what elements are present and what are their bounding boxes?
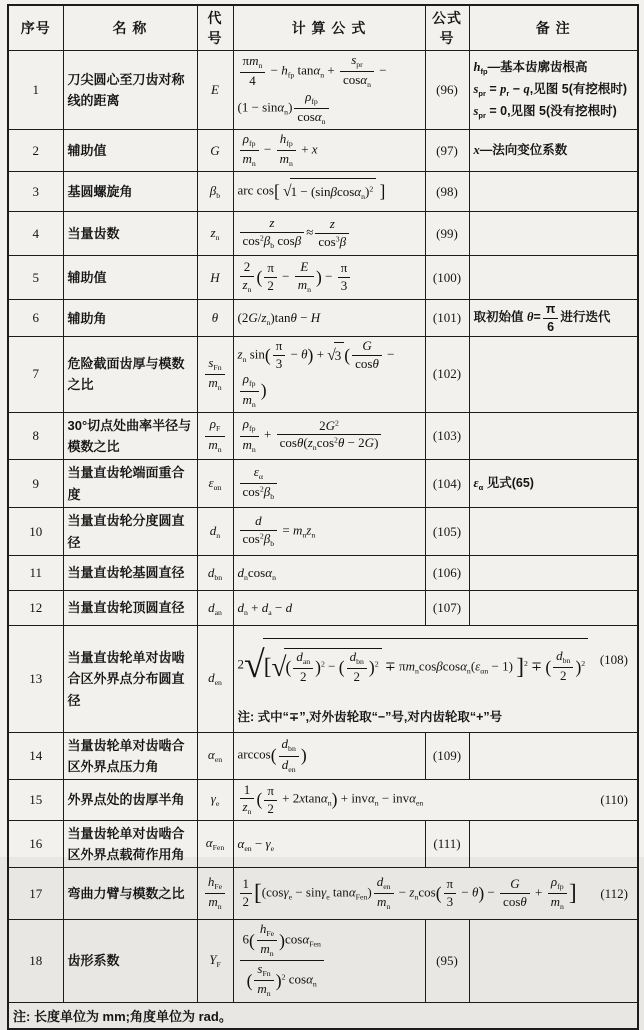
- formula-row-18: [8, 920, 638, 1002]
- formula-cell: 6( $h_{Fe}$ $m_n$ )cosα$_{Fen}$ ( $s_{Fn}$ $m_n$ )$^2$ cosα$_n$: [233, 920, 425, 1002]
- formula-row-17: [8, 868, 638, 920]
- formula-cell: $d_n\cos\alpha_n$: [233, 556, 425, 591]
- remark-cell: [469, 212, 638, 256]
- name-cell: 当量直齿轮顶圆直径: [63, 591, 197, 626]
- formula-row-4: [8, 212, 638, 256]
- serial-cell: 17: [8, 868, 63, 920]
- formula-cell: $\frac{\varepsilon_\alpha}{\cos^2\beta_b}$: [233, 460, 425, 508]
- name-cell: 辅助值: [63, 130, 197, 172]
- serial-cell: 2: [8, 130, 63, 172]
- formula-cell: $\frac{d}{\cos^2\beta_b}$ = $m_nz_n$: [233, 508, 425, 556]
- serial-cell: 14: [8, 732, 63, 780]
- name-cell: 齿形系数: [63, 920, 197, 1002]
- formula-row-8: [8, 412, 638, 460]
- serial-cell: 15: [8, 780, 63, 820]
- serial-cell: 7: [8, 337, 63, 412]
- col-header-formula-number: 公式号: [425, 5, 469, 51]
- formula-row-3: [8, 172, 638, 212]
- formula-number-cell: (105): [425, 508, 469, 556]
- formula-cell: $\frac{1}{2}$ [(cosγ$_e$ − sinγ$_e$ tanα$_{Fen}$) $d_{en}$ $m_n$ − $z_n\cos$( $\frac{\pi}{3}$ − θ) − $\frac{G}{\cos\theta}$ + $\rho_{fp}$ $m_n$ ] (112): [233, 868, 638, 920]
- symbol-cell: $\beta_b$: [197, 172, 233, 212]
- serial-cell: 11: [8, 556, 63, 591]
- symbol-cell: $d_{bn}$: [197, 556, 233, 591]
- formula-cell: $\frac{2}{z_n}$ ( $\frac{\pi}{2}$ − $\frac{E}{m_n}$ ) − $\frac{\pi}{3}$: [233, 256, 425, 300]
- formula-row-16: [8, 820, 638, 868]
- name-cell: 辅助角: [63, 300, 197, 337]
- serial-cell: 1: [8, 51, 63, 130]
- formula-number-cell: (96): [425, 51, 469, 130]
- table-footer-row: [8, 1002, 638, 1029]
- formula-number-cell: (99): [425, 212, 469, 256]
- name-cell: 当量齿轮单对齿啮合区外界点载荷作用角: [63, 820, 197, 868]
- serial-cell: 13: [8, 626, 63, 732]
- formula-row-12: [8, 591, 638, 626]
- name-cell: 当量直齿轮端面重合度: [63, 460, 197, 508]
- formula-number-cell: (104): [425, 460, 469, 508]
- remark-cell: [469, 820, 638, 868]
- formula-cell: $\rho_{fp}$ $m_n$ + $\frac{2G^2}{\cos\theta(z_n\cos^2\theta - 2G)}$: [233, 412, 425, 460]
- remark-cell: $\varepsilon_\alpha$ 见式(65): [469, 460, 638, 508]
- formula-cell: $d_n + d_a - d$: [233, 591, 425, 626]
- remark-cell: [469, 920, 638, 1002]
- serial-cell: 16: [8, 820, 63, 868]
- remark-cell: [469, 412, 638, 460]
- formula-number-cell: (100): [425, 256, 469, 300]
- symbol-cell: G: [197, 130, 233, 172]
- serial-cell: 8: [8, 412, 63, 460]
- symbol-cell: $\alpha_{en}$: [197, 732, 233, 780]
- formula-row-13: [8, 626, 638, 732]
- formula-row-5: [8, 256, 638, 300]
- symbol-cell: $\gamma_e$: [197, 780, 233, 820]
- symbol-cell: $Y_F$: [197, 920, 233, 1002]
- formula-number-cell: (102): [425, 337, 469, 412]
- formula-number-cell: (109): [425, 732, 469, 780]
- formula-number-cell: (98): [425, 172, 469, 212]
- col-header-remark: 备 注: [469, 5, 638, 51]
- gear-tooth-form-factor-table: [7, 4, 639, 1030]
- remark-cell: [469, 591, 638, 626]
- formula-cell: $(2G/z_n)\tan\theta - H$: [233, 300, 425, 337]
- formula-cell: $\pi m_n$ 4 − $h_{fp}$ tanα$_n$ + $s_{pr}$ cosα$_n$ − (1 − sinα$_n$) $\rho_{fp}$ cosα$_n$: [233, 51, 425, 130]
- col-header-symbol: 代号: [197, 5, 233, 51]
- formula-row-10: [8, 508, 638, 556]
- remark-cell: [469, 508, 638, 556]
- serial-cell: 9: [8, 460, 63, 508]
- formula-cell: $\frac{1}{z_n}$ ( $\frac{\pi}{2}$ + 2xtanα$_n$) + invα$_n$ − invα$_{en}$ (110): [233, 780, 638, 820]
- col-header-name: 名 称: [63, 5, 197, 51]
- formula-number: (112): [600, 885, 628, 901]
- remark-cell: x—法向变位系数: [469, 130, 638, 172]
- name-cell: 当量直齿轮基圆直径: [63, 556, 197, 591]
- symbol-cell: $s_{Fn}$ $m_n$: [197, 337, 233, 412]
- name-cell: 当量直齿轮分度圆直径: [63, 508, 197, 556]
- formula-row-6: [8, 300, 638, 337]
- col-header-formula: 计 算 公 式: [233, 5, 425, 51]
- symbol-cell: θ: [197, 300, 233, 337]
- formula-number-cell: (101): [425, 300, 469, 337]
- formula-number: (108): [599, 651, 628, 667]
- symbol-cell: $\frac{\rho_F}{m_n}$: [197, 412, 233, 460]
- formula-row-7: [8, 337, 638, 412]
- formula-row-2: [8, 130, 638, 172]
- remark-cell: [469, 256, 638, 300]
- remark-cell: [469, 556, 638, 591]
- serial-cell: 6: [8, 300, 63, 337]
- name-cell: 当量直齿轮单对齿啮合区外界点分布圆直径: [63, 626, 197, 732]
- formula-cell: $\alpha_{en} - \gamma_e$: [233, 820, 425, 868]
- name-cell: 当量齿数: [63, 212, 197, 256]
- formula-number-cell: (111): [425, 820, 469, 868]
- symbol-cell: H: [197, 256, 233, 300]
- symbol-cell: $z_n$: [197, 212, 233, 256]
- symbol-cell: $d_n$: [197, 508, 233, 556]
- symbol-cell: $\alpha_{Fen}$: [197, 820, 233, 868]
- col-header-serial: 序号: [8, 5, 63, 51]
- symbol-cell: E: [197, 51, 233, 130]
- name-cell: 30°切点处曲率半径与模数之比: [63, 412, 197, 460]
- symbol-cell: $h_{Fe}$ $m_n$: [197, 868, 233, 920]
- serial-cell: 18: [8, 920, 63, 1002]
- symbol-cell: $d_{en}$: [197, 626, 233, 732]
- formula-number-cell: (103): [425, 412, 469, 460]
- formula-cell: $\frac{z}{\cos^2\beta_b \cos\beta}$ ≈ $\frac{z}{\cos^3\beta}$: [233, 212, 425, 256]
- formula-row-9: [8, 460, 638, 508]
- formula-cell: $\rho_{fp}$ $m_n$ − $h_{fp}$ $m_n$ + x: [233, 130, 425, 172]
- units-note: 注: 长度单位为 mm;角度单位为 rad。: [8, 1002, 638, 1029]
- formula-number-cell: (106): [425, 556, 469, 591]
- serial-cell: 5: [8, 256, 63, 300]
- name-cell: 辅助值: [63, 256, 197, 300]
- formula-row-14: [8, 732, 638, 780]
- remark-cell: [469, 732, 638, 780]
- formula-cell: 2√[√( $d_{an}$ 2 )$^2$ − ( $d_{bn}$ 2 )$^2 \mp \pi m_n\cos\beta\cos\alpha_n(\varepsilon_{\alpha n} - 1) ]^2$ ∓ ( $d_{bn}$ 2 )$^2$ 注: 式中“∓”,对外齿轮取“−”号,对内齿轮取“+”号 (108): [233, 626, 638, 732]
- formula-row-1: [8, 51, 638, 130]
- formula-cell: arccos( $d_{bn}$ $d_{en}$ ): [233, 732, 425, 780]
- table-header-row: [8, 5, 638, 51]
- formula-number-cell: (107): [425, 591, 469, 626]
- serial-cell: 4: [8, 212, 63, 256]
- name-cell: 当量齿轮单对齿啮合区外界点压力角: [63, 732, 197, 780]
- name-cell: 基圆螺旋角: [63, 172, 197, 212]
- symbol-cell: $\varepsilon_{\alpha n}$: [197, 460, 233, 508]
- formula-row-15: [8, 780, 638, 820]
- formula-cell: arc cos[ $√1 - (\sin\beta\cos\alpha_n)^2$ ]: [233, 172, 425, 212]
- formula-number-cell: (95): [425, 920, 469, 1002]
- serial-cell: 12: [8, 591, 63, 626]
- formula-number-cell: (97): [425, 130, 469, 172]
- symbol-cell: $d_{an}$: [197, 591, 233, 626]
- formula-row-11: [8, 556, 638, 591]
- name-cell: 弯曲力臂与模数之比: [63, 868, 197, 920]
- serial-cell: 3: [8, 172, 63, 212]
- name-cell: 刀尖圆心至刀齿对称线的距离: [63, 51, 197, 130]
- name-cell: 危险截面齿厚与模数之比: [63, 337, 197, 412]
- remark-cell: $h_{fp}—$基本齿廓齿根高 $s_{pr} = p_r - q$,见图 5(有挖根时) $s_{pr} = 0$,见图 5(没有挖根时): [469, 51, 638, 130]
- serial-cell: 10: [8, 508, 63, 556]
- formula-number: (110): [600, 792, 628, 808]
- remark-cell: 取初始值 θ= $\frac{\pi}{6}$ 进行迭代: [469, 300, 638, 337]
- formula-cell: $z_n$ sin( $\frac{\pi}{3}$ − θ) + √3 ( $\frac{G}{\cos\theta}$ − $\rho_{fp}$ $m_n$ ): [233, 337, 425, 412]
- name-cell: 外界点处的齿厚半角: [63, 780, 197, 820]
- remark-cell: [469, 172, 638, 212]
- remark-cell: [469, 337, 638, 412]
